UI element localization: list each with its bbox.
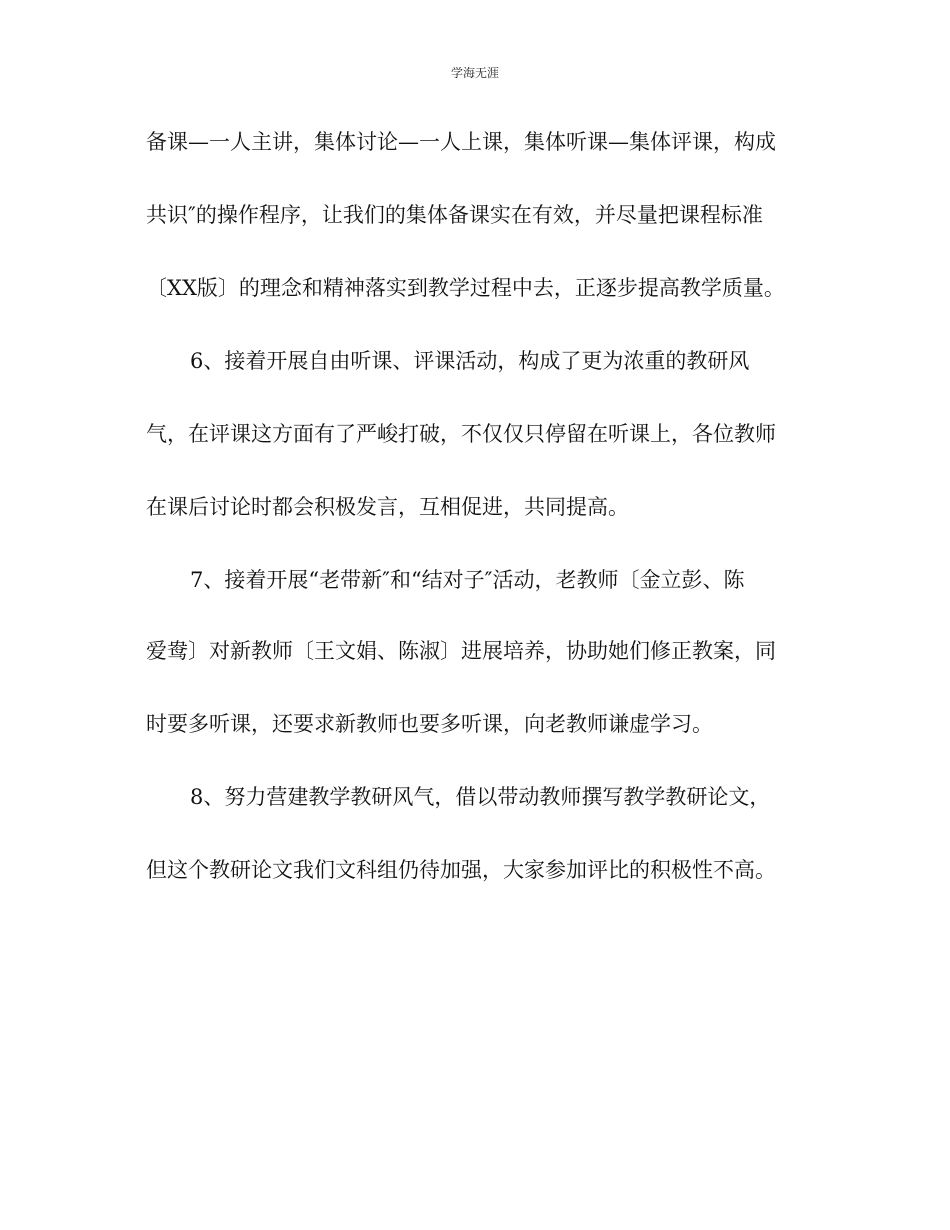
- paragraph-line: 但这个教研论文我们文科组仍待加强，大家参加评比的积极性不高。: [146, 858, 776, 882]
- paragraph-line: 8、努力营建教学教研风气，借以带动教师撰写教学教研论文，: [190, 785, 771, 809]
- paragraph-line: 共识″的操作程序，让我们的集体备课实在有效，并尽量把课程标准: [146, 203, 763, 227]
- paragraph-line: 在课后讨论时都会积极发言，互相促进，共同提高。: [146, 495, 629, 519]
- paragraph-line: 时要多听课，还要求新教师也要多听课，向老教师谦虚学习。: [146, 712, 713, 736]
- paragraph-line: 备课—一人主讲，集体讨论—一人上课，集体听课—集体评课，构成: [146, 130, 776, 154]
- paragraph-line: 爱鸯〕对新教师〔王文娟、陈淑〕进展培养，协助她们修正教案，同: [146, 639, 776, 663]
- paragraph-line: 〔XX版〕的理念和精神落实到教学过程中去，正逐步提高教学质量。: [146, 276, 785, 300]
- paragraph-line: 6、接着开展自由听课、评课活动，构成了更为浓重的教研风: [190, 349, 750, 373]
- paragraph-line: 7、接着开展“老带新″和“结对子″活动，老教师〔金立彭、陈: [190, 568, 745, 592]
- page-header: 学海无涯: [450, 66, 499, 80]
- paragraph-line: 气，在评课这方面有了严峻打破，不仅仅只停留在听课上，各位教师: [146, 422, 776, 446]
